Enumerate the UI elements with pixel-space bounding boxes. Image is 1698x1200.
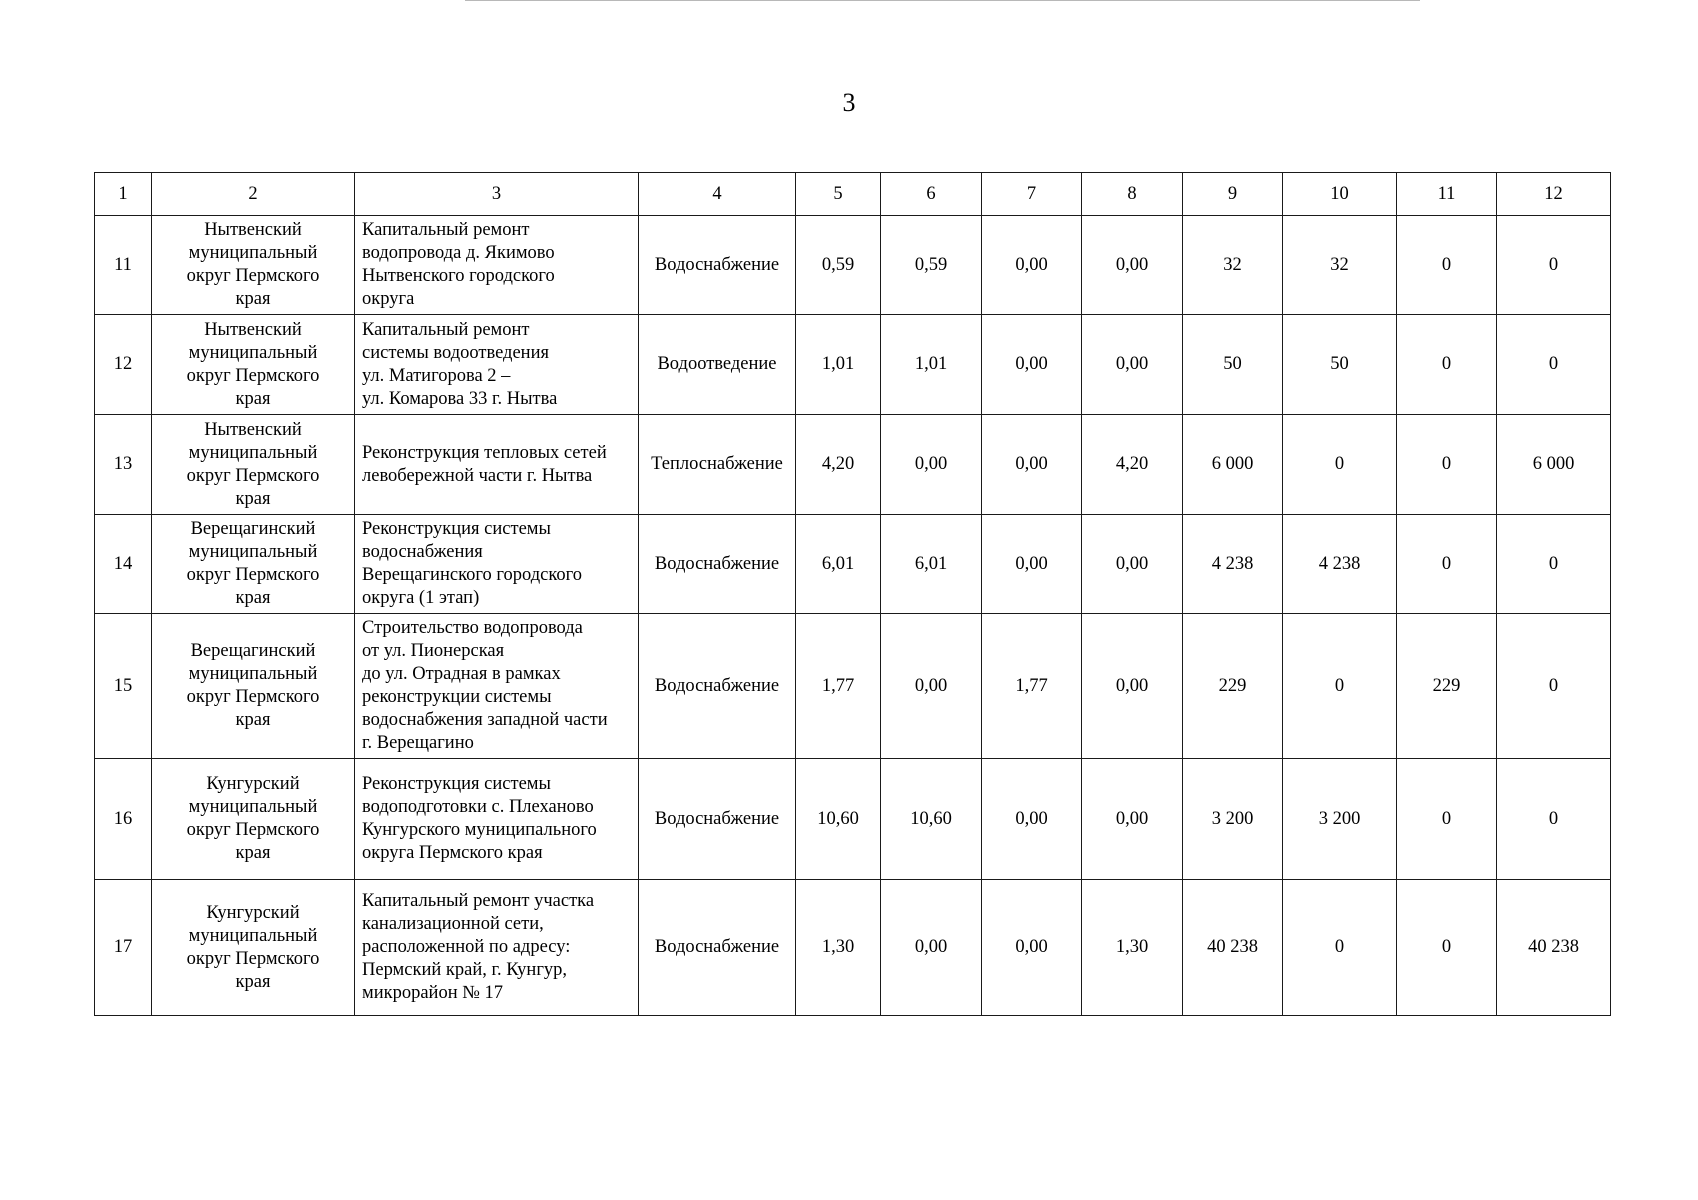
value-cell-11: 0	[1397, 515, 1497, 614]
municipality-cell: Нытвенский муниципальный округ Пермского края	[152, 315, 355, 415]
project-description-cell: Реконструкция системы водоснабжения Верещагинского городского округа (1 этап)	[355, 515, 639, 614]
municipality-cell: Верещагинский муниципальный округ Пермского края	[152, 614, 355, 759]
service-type-cell: Водоснабжение	[639, 614, 796, 759]
value-cell-8: 0,00	[1082, 614, 1183, 759]
row-number-cell: 17	[95, 880, 152, 1016]
project-description-cell: Строительство водопровода от ул. Пионерская до ул. Отрадная в рамках реконструкции системы водоснабжения западной части г. Верещагино	[355, 614, 639, 759]
value-cell-6: 0,00	[881, 614, 982, 759]
table-row	[95, 880, 1611, 1016]
project-description-cell: Реконструкция системы водоподготовки с. Плеханово Кунгурского муниципального округа Пермского края	[355, 759, 639, 880]
column-number-row	[95, 173, 1611, 216]
project-description-cell: Капитальный ремонт водопровода д. Якимово Нытвенского городского округа	[355, 216, 639, 315]
value-cell-7: 0,00	[982, 880, 1082, 1016]
value-cell-12: 0	[1497, 315, 1611, 415]
column-number-cell: 5	[796, 173, 881, 216]
value-cell-6: 0,00	[881, 880, 982, 1016]
table-row	[95, 614, 1611, 759]
municipality-cell: Нытвенский муниципальный округ Пермского края	[152, 415, 355, 515]
value-cell-10: 4 238	[1283, 515, 1397, 614]
value-cell-12: 40 238	[1497, 880, 1611, 1016]
column-number-cell: 7	[982, 173, 1082, 216]
table-row	[95, 216, 1611, 315]
row-number-cell: 13	[95, 415, 152, 515]
service-type-cell: Водоснабжение	[639, 880, 796, 1016]
value-cell-6: 1,01	[881, 315, 982, 415]
value-cell-9: 3 200	[1183, 759, 1283, 880]
value-cell-5: 10,60	[796, 759, 881, 880]
value-cell-6: 10,60	[881, 759, 982, 880]
project-description-cell: Капитальный ремонт системы водоотведения ул. Матигорова 2 – ул. Комарова 33 г. Нытва	[355, 315, 639, 415]
value-cell-10: 0	[1283, 614, 1397, 759]
value-cell-5: 1,01	[796, 315, 881, 415]
value-cell-11: 0	[1397, 415, 1497, 515]
projects-table	[94, 172, 1611, 1016]
column-number-cell: 6	[881, 173, 982, 216]
value-cell-10: 0	[1283, 880, 1397, 1016]
value-cell-12: 0	[1497, 515, 1611, 614]
value-cell-10: 32	[1283, 216, 1397, 315]
row-number-cell: 16	[95, 759, 152, 880]
value-cell-7: 0,00	[982, 216, 1082, 315]
column-number-cell: 4	[639, 173, 796, 216]
table-row	[95, 415, 1611, 515]
column-number-cell: 9	[1183, 173, 1283, 216]
municipality-cell: Верещагинский муниципальный округ Пермского края	[152, 515, 355, 614]
value-cell-9: 40 238	[1183, 880, 1283, 1016]
value-cell-5: 6,01	[796, 515, 881, 614]
value-cell-9: 4 238	[1183, 515, 1283, 614]
value-cell-11: 0	[1397, 880, 1497, 1016]
service-type-cell: Водоснабжение	[639, 216, 796, 315]
value-cell-10: 50	[1283, 315, 1397, 415]
value-cell-6: 0,00	[881, 415, 982, 515]
row-number-cell: 15	[95, 614, 152, 759]
column-number-cell: 11	[1397, 173, 1497, 216]
column-number-cell: 1	[95, 173, 152, 216]
service-type-cell: Теплоснабжение	[639, 415, 796, 515]
value-cell-11: 0	[1397, 216, 1497, 315]
column-number-cell: 12	[1497, 173, 1611, 216]
value-cell-11: 0	[1397, 315, 1497, 415]
row-number-cell: 12	[95, 315, 152, 415]
column-number-cell: 2	[152, 173, 355, 216]
value-cell-8: 0,00	[1082, 216, 1183, 315]
value-cell-9: 50	[1183, 315, 1283, 415]
value-cell-8: 0,00	[1082, 315, 1183, 415]
value-cell-7: 0,00	[982, 759, 1082, 880]
municipality-cell: Нытвенский муниципальный округ Пермского края	[152, 216, 355, 315]
value-cell-5: 0,59	[796, 216, 881, 315]
column-number-cell: 10	[1283, 173, 1397, 216]
row-number-cell: 14	[95, 515, 152, 614]
value-cell-6: 0,59	[881, 216, 982, 315]
value-cell-11: 0	[1397, 759, 1497, 880]
value-cell-8: 0,00	[1082, 515, 1183, 614]
value-cell-7: 0,00	[982, 515, 1082, 614]
value-cell-9: 6 000	[1183, 415, 1283, 515]
value-cell-9: 32	[1183, 216, 1283, 315]
value-cell-5: 1,30	[796, 880, 881, 1016]
value-cell-12: 0	[1497, 759, 1611, 880]
service-type-cell: Водоснабжение	[639, 515, 796, 614]
table-row	[95, 759, 1611, 880]
page-number: 3	[842, 88, 856, 117]
municipality-cell: Кунгурский муниципальный округ Пермского края	[152, 759, 355, 880]
column-number-cell: 3	[355, 173, 639, 216]
value-cell-12: 0	[1497, 216, 1611, 315]
project-description-cell: Реконструкция тепловых сетей левобережной части г. Нытва	[355, 415, 639, 515]
value-cell-5: 1,77	[796, 614, 881, 759]
scan-edge-line	[465, 0, 1420, 1]
value-cell-6: 6,01	[881, 515, 982, 614]
service-type-cell: Водоотведение	[639, 315, 796, 415]
value-cell-12: 6 000	[1497, 415, 1611, 515]
value-cell-8: 0,00	[1082, 759, 1183, 880]
value-cell-7: 0,00	[982, 415, 1082, 515]
value-cell-11: 229	[1397, 614, 1497, 759]
value-cell-9: 229	[1183, 614, 1283, 759]
table-row	[95, 315, 1611, 415]
project-description-cell: Капитальный ремонт участка канализационной сети, расположенной по адресу: Пермский край, г. Кунгур, микрорайон № 17	[355, 880, 639, 1016]
value-cell-12: 0	[1497, 614, 1611, 759]
value-cell-7: 0,00	[982, 315, 1082, 415]
municipality-cell: Кунгурский муниципальный округ Пермского края	[152, 880, 355, 1016]
value-cell-8: 4,20	[1082, 415, 1183, 515]
column-number-cell: 8	[1082, 173, 1183, 216]
value-cell-8: 1,30	[1082, 880, 1183, 1016]
service-type-cell: Водоснабжение	[639, 759, 796, 880]
table-row	[95, 515, 1611, 614]
value-cell-10: 0	[1283, 415, 1397, 515]
row-number-cell: 11	[95, 216, 152, 315]
value-cell-5: 4,20	[796, 415, 881, 515]
value-cell-10: 3 200	[1283, 759, 1397, 880]
value-cell-7: 1,77	[982, 614, 1082, 759]
